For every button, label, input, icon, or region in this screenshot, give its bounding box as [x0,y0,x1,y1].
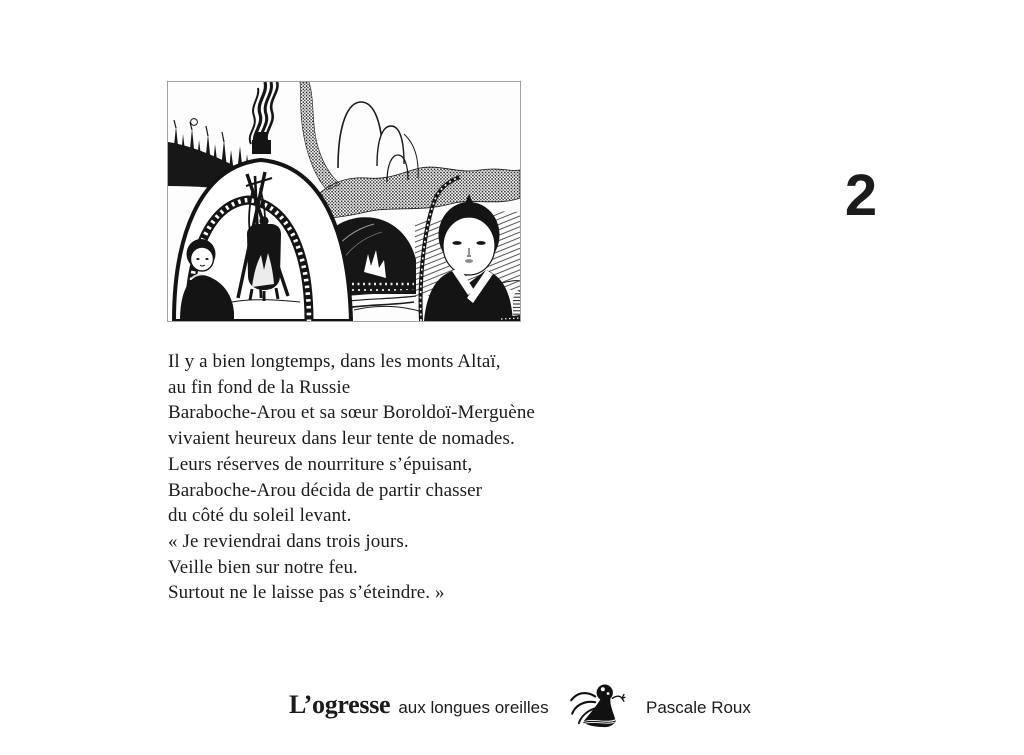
story-line: du côté du soleil levant. [168,505,352,527]
story-line: Surtout ne le laisse pas s’éteindre. » [168,582,445,604]
story-line: Baraboche-Arou décida de partir chasser [168,479,483,501]
yurt-scene-drawing [168,82,520,321]
story-line: Veille bien sur notre feu. [168,556,358,578]
book-title-main: L’ogresse [289,690,391,719]
ogress-silhouette-drawing [569,683,629,729]
book-title-subtitle: aux longues oreilles [398,698,549,717]
story-line: au fin fond de la Russie [168,376,351,398]
book-title [289,692,549,722]
story-illustration [167,81,521,322]
author-name: Pascale Roux [646,698,751,717]
story-line: « Je reviendrai dans trois jours. [168,530,409,552]
ogress-silhouette-icon [569,683,629,729]
story-line: Leurs réserves de nourriture s’épuisant, [168,453,473,475]
story-line: Il y a bien longtemps, dans les monts Altaï, [168,351,501,372]
story-line: Baraboche-Arou et sa sœur Boroldoï-Merguène [168,402,535,424]
story-text [168,349,535,606]
story-line: vivaient heureux dans leur tente de nomades. [168,428,515,450]
page-number: 2 [844,163,878,228]
